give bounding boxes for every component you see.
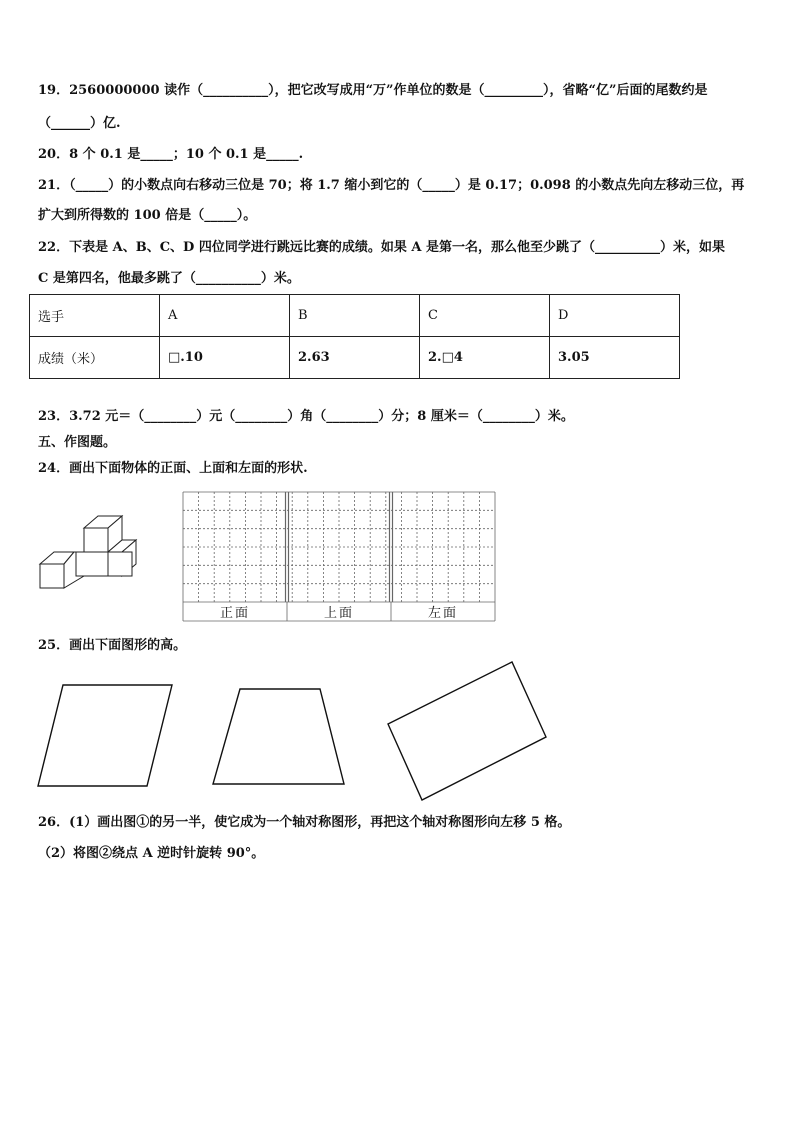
table-cell: □.10 (160, 337, 290, 379)
table-cell: 2.63 (290, 337, 420, 379)
table-cell: B (290, 295, 420, 337)
q20: 20．8 个 0.1 是_____；10 个 0.1 是_____. (38, 147, 304, 162)
q25: 25．画出下面图形的高。 (38, 638, 187, 653)
rectangle-shape (388, 662, 546, 800)
table-cell: C (420, 295, 550, 337)
table-cell: 3.05 (550, 337, 680, 379)
q21-line1: 21．（_____）的小数点向右移动三位是 70；将 1.7 缩小到它的（_____）是 0.17；0.098 的小数点先向左移动三位，再 (38, 178, 745, 193)
q25-shapes (30, 655, 590, 805)
table-cell: D (550, 295, 680, 337)
q24: 24．画出下面物体的正面、上面和左面的形状. (38, 461, 308, 476)
table-cell: 选手 (30, 295, 160, 337)
q26-line1: 26．(1）画出图①的另一半，使它成为一个轴对称图形，再把这个轴对称图形向左移 5 格。 (38, 815, 571, 830)
q22-line1: 22．下表是 A、B、C、D 四位同学进行跳远比赛的成绩。如果 A 是第一名，那么他至少跳了（__________）米，如果 (38, 240, 725, 255)
q19-line2: （______）亿. (38, 116, 121, 131)
q23: 23．3.72 元＝（________）元（________）角（________）分；8 厘米＝（________）米。 (38, 409, 574, 424)
grid-label-front: 正面 (220, 606, 251, 621)
section-5-title: 五、作图题。 (38, 435, 117, 450)
table-cell: 2.□4 (420, 337, 550, 379)
cube-stack-figure (36, 512, 146, 592)
table-cell: 成绩（米） (30, 337, 160, 379)
parallelogram-shape (38, 685, 172, 786)
trapezoid-shape (213, 689, 344, 784)
grid-label-left: 左面 (428, 606, 459, 621)
table-row (30, 337, 680, 379)
q19-line1: 19．2560000000 读作（__________），把它改写成用“万”作单位的数是（_________），省略“亿”后面的尾数约是 (38, 83, 708, 98)
scores-table (29, 294, 680, 379)
q22-line2: C 是第四名，他最多跳了（__________）米。 (38, 271, 300, 286)
table-header-row (30, 295, 680, 337)
q21-line2: 扩大到所得数的 100 倍是（_____）。 (38, 208, 257, 223)
grid-label-top: 上面 (324, 606, 355, 621)
table-cell: A (160, 295, 290, 337)
q26-line2: （2）将图②绕点 A 逆时针旋转 90°。 (38, 846, 265, 861)
